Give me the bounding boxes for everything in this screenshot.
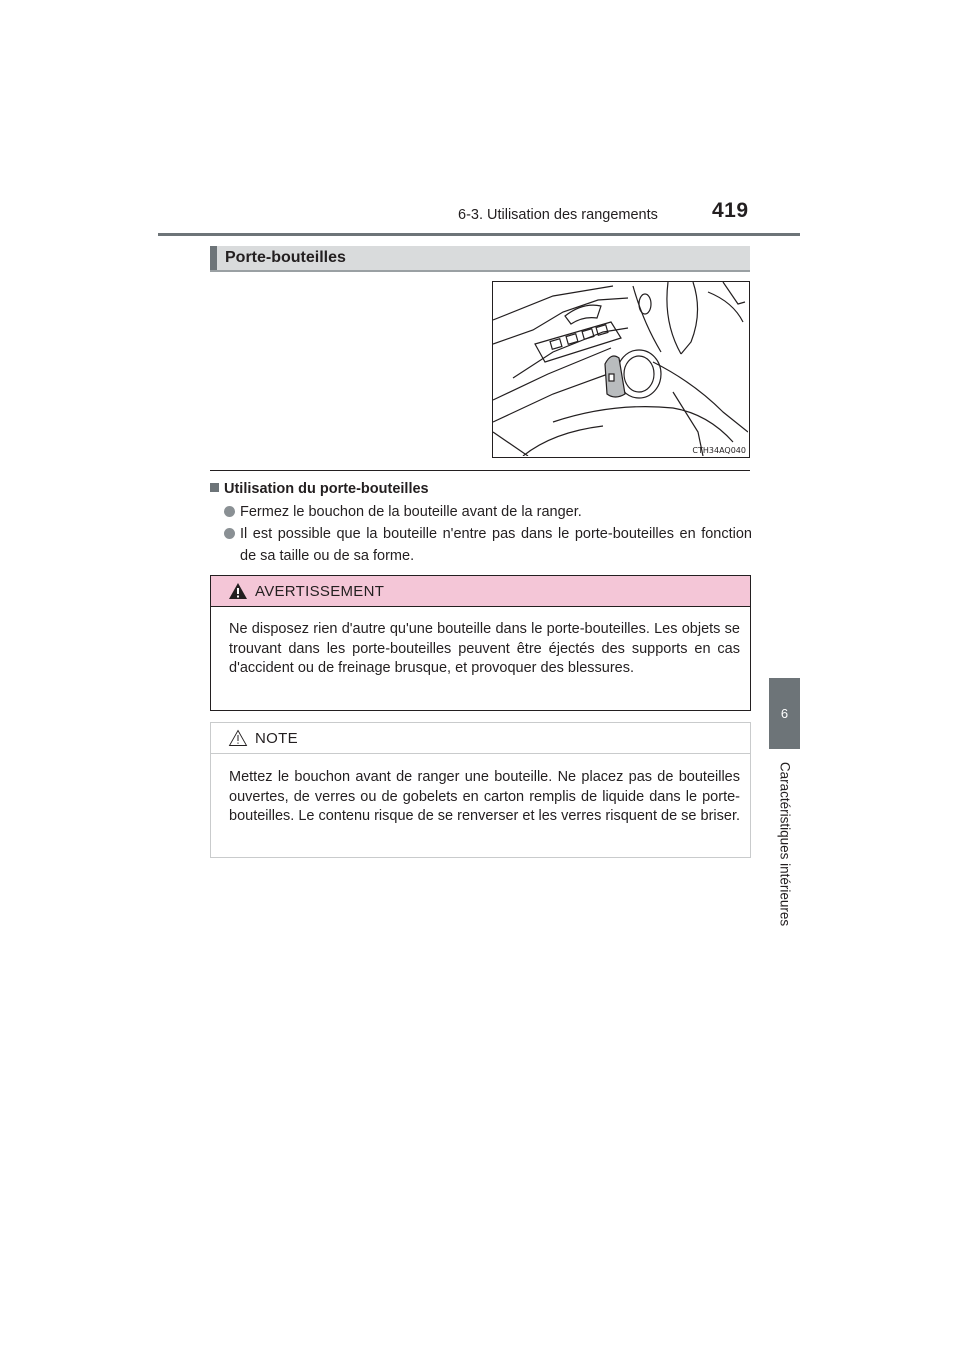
warning-header (211, 576, 750, 607)
section-heading-text: Porte-bouteilles (225, 249, 346, 266)
chapter-number: 6 (780, 706, 789, 721)
note-box (210, 722, 751, 858)
chapter-label: Caractéristiques intérieures (777, 761, 792, 927)
usage-subheading (210, 481, 429, 497)
bullet-item (224, 501, 752, 523)
section-heading (210, 246, 750, 272)
chapter-label-container (769, 758, 800, 930)
warning-title: AVERTISSEMENT (255, 583, 385, 600)
note-header (211, 723, 750, 754)
bullet-text: Fermez le bouchon de la bouteille avant de la ranger. (240, 504, 582, 520)
warning-triangle-icon (228, 582, 248, 600)
square-bullet-icon (210, 483, 219, 492)
bullet-item (224, 523, 752, 567)
note-text: Mettez le bouchon avant de ranger une bouteille. Ne placez pas de bouteilles ouvertes, de verres ou de gobelets en carton remplis de liquide dans le porte-bouteilles. Le contenu risque de se renverser et les verres risquent de se briser. (229, 769, 740, 824)
section-heading-bar (210, 246, 217, 270)
header-rule (158, 233, 800, 236)
warning-text: Ne disposez rien d'autre qu'une bouteille dans le porte-bouteilles. Les objets se trouvant dans les porte-bouteilles peuvent être éjectés des supports en cas d'accident ou de freinage brusque, et provoquer des blessures. (229, 621, 740, 676)
separator-rule (210, 470, 750, 471)
illustration-code: CTH34AQ040 (692, 446, 746, 455)
bottle-holder-illustration (492, 281, 750, 458)
warning-box (210, 575, 751, 711)
note-title: NOTE (255, 730, 298, 747)
page-number: 419 (712, 199, 749, 222)
usage-subheading-text: Utilisation du porte-bouteilles (224, 481, 429, 497)
running-header-title: 6-3. Utilisation des rangements (458, 207, 658, 223)
chapter-tab (769, 678, 800, 749)
caution-outline-triangle-icon (228, 729, 248, 747)
bullet-text: Il est possible que la bouteille n'entre pas dans le porte-bouteilles en fonction de sa taille ou de sa forme. (240, 526, 752, 564)
car-interior-drawing (493, 282, 748, 456)
circle-bullet-icon (224, 506, 235, 517)
circle-bullet-icon (224, 528, 235, 539)
